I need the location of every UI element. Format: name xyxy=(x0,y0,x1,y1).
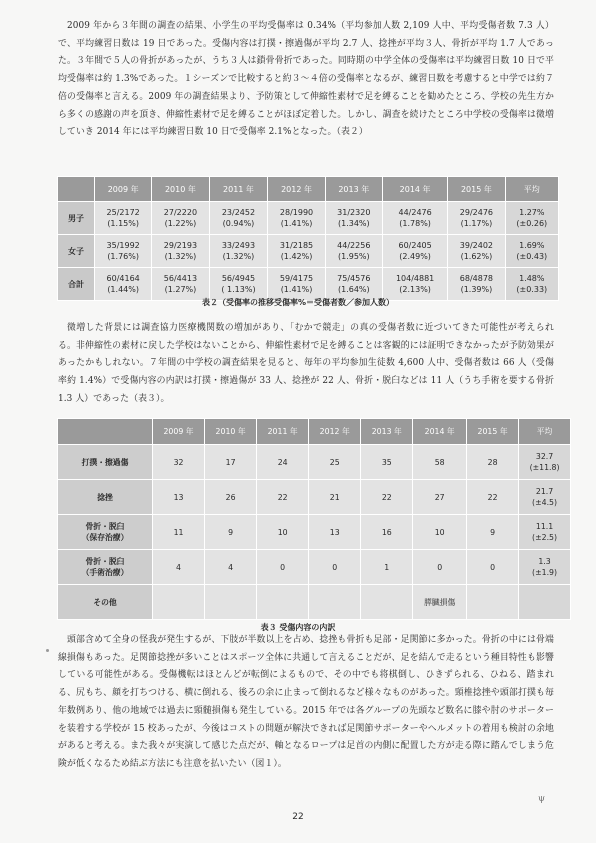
table-cell: 28/1990 (1.41%) xyxy=(268,202,325,235)
table-row xyxy=(58,202,559,235)
table-cell: 27/2220 (1.22%) xyxy=(152,202,209,235)
table-cell: 68/4878 (1.39%) xyxy=(448,268,505,301)
table-cell: 10 xyxy=(413,515,467,550)
table-cell: 27 xyxy=(413,480,467,515)
column-header: 2009 年 xyxy=(153,419,205,445)
table-row xyxy=(58,585,571,620)
table-cell: 4 xyxy=(153,550,205,585)
table-cell: 0 xyxy=(257,550,309,585)
table-cell: 29/2476 (1.17%) xyxy=(448,202,505,235)
column-header: 2012 年 xyxy=(309,419,361,445)
column-header: 2013 年 xyxy=(325,177,382,202)
table-row xyxy=(58,268,559,301)
column-header: 2011 年 xyxy=(257,419,309,445)
column-header: 2013 年 xyxy=(361,419,413,445)
column-header: 2009 年 xyxy=(95,177,152,202)
table-cell: 56/4413 (1.27%) xyxy=(152,268,209,301)
column-header: 2010 年 xyxy=(152,177,209,202)
table-cell: 0 xyxy=(309,550,361,585)
row-label: その他 xyxy=(58,585,153,620)
table-cell: 21 xyxy=(309,480,361,515)
average-cell: 1.3 (±1.9) xyxy=(519,550,571,585)
table-cell: 16 xyxy=(361,515,413,550)
table-cell: 膵臓損傷 xyxy=(413,585,467,620)
table-row xyxy=(58,515,571,550)
table-cell xyxy=(205,585,257,620)
column-header xyxy=(58,177,95,202)
table-cell: 31/2320 (1.34%) xyxy=(325,202,382,235)
table-cell: 25 xyxy=(309,445,361,480)
table-cell: 22 xyxy=(257,480,309,515)
table-cell: 29/2193 (1.32%) xyxy=(152,235,209,268)
table-cell: 17 xyxy=(205,445,257,480)
table-cell xyxy=(467,585,519,620)
table-cell: 39/2402 (1.62%) xyxy=(448,235,505,268)
table-2-caption: 表２（受傷率の推移受傷率%＝受傷者数／参加人数） xyxy=(201,298,394,307)
table-cell: 60/4164 (1.44%) xyxy=(95,268,152,301)
table-cell: 23/2452 (0.94%) xyxy=(209,202,268,235)
table-cell: 32 xyxy=(153,445,205,480)
row-label: 男子 xyxy=(58,202,95,235)
table-cell: 13 xyxy=(309,515,361,550)
table-cell: 9 xyxy=(205,515,257,550)
table-cell: 58 xyxy=(413,445,467,480)
column-header: 2015 年 xyxy=(467,419,519,445)
column-header: 2014 年 xyxy=(382,177,447,202)
paragraph-1: 2009 年から３年間の調査の結果、小学生の平均受傷率は 0.34%（平均参加人数 2,109 人中、平均受傷者数 7.3 人）で、平均練習日数は 19 日であった。受傷内容は打撲・擦過傷が平均 2.7 人、捻挫が平均３人、骨折が平均 1.7 人であった。３年間で５人の骨折があったが、うち３人は鎖骨骨折であった。同時期の中学全体の受傷率は平均練習日数 10 日で平均受傷率は約 1.3%であった。１シーズンで比較すると約３～４倍の受傷率となるが、練習日数を考慮すると中学では約７倍の受傷率と言える。2009 年の調査結果より、予防策として伸縮性素材で足を縛ることを勧めたところ、学校の先生方から多くの感謝の声を頂き、伸縮性素材で足を縛ることがほぼ定着した。しかし、調査を続けたところ中学校の受傷率は微増していき 2014 年には平均練習日数 10 日で受傷率 2.1%となった。（表２） xyxy=(58,21,554,138)
average-cell: 1.69% (±0.43) xyxy=(505,235,558,268)
table-cell xyxy=(361,585,413,620)
average-cell: 21.7 (±4.5) xyxy=(519,480,571,515)
column-header: 2015 年 xyxy=(448,177,505,202)
paragraph-3: 頭部含めて全身の怪我が発生するが、下肢が半数以上を占め、捻挫も骨折も足部・足関節に多かった。骨折の中には骨端線損傷もあった。足関節捻挫が多いことはスポーツ全体に共通して言えることだが、足を結んで走るという種目特性も影響している可能性がある。受傷機転はほとんどが転倒によるもので、その中でも将棋倒し、ひきずられる、ひねる、踏まれる、尻もち、顔を打ちつける、横に倒れる、後ろの余に止まって倒れるなど様々なものがあった。頸椎捻挫や頭部打撲も毎年数例あり、他の地域では過去に頸髄損傷も発生している。2015 年では各グループの先頭など数名に膝や肘のサポーターを装着する学校が 15 校あったが、今後はコストの問題が解決できれば足関節サポーターやヘルメットの着用も検討の余地があると考える。また我々が実演して感じた点だが、軸となるロープは足首の内側に配置した方が走る際に踏んでしまう危険が低くなるため結ぶ方法にも注意を払いたい（図１）。 xyxy=(58,635,554,769)
corner-mark: ψ xyxy=(538,794,546,804)
table-cell: 35 xyxy=(361,445,413,480)
table-cell: 28 xyxy=(467,445,519,480)
average-cell: 1.48% (±0.33) xyxy=(505,268,558,301)
column-header: 平均 xyxy=(505,177,558,202)
table-cell: 56/4945 ( 1.13%) xyxy=(209,268,268,301)
margin-dot xyxy=(46,649,49,652)
column-header xyxy=(58,419,153,445)
table-cell: 60/2405 (2.49%) xyxy=(382,235,447,268)
page-number: 22 xyxy=(292,812,304,822)
table-cell: 35/1992 (1.76%) xyxy=(95,235,152,268)
table-cell: 31/2185 (1.42%) xyxy=(268,235,325,268)
row-label: 打撲・擦過傷 xyxy=(58,445,153,480)
table-cell: 9 xyxy=(467,515,519,550)
row-label: 捻挫 xyxy=(58,480,153,515)
table-cell: 44/2476 (1.78%) xyxy=(382,202,447,235)
table-2-injury-rate xyxy=(57,176,559,301)
row-label: 骨折・脱臼 （手術治療） xyxy=(58,550,153,585)
table-cell xyxy=(153,585,205,620)
table-cell: 0 xyxy=(413,550,467,585)
table-row xyxy=(58,550,571,585)
row-label: 合計 xyxy=(58,268,95,301)
column-header: 平均 xyxy=(519,419,571,445)
table-cell: 1 xyxy=(361,550,413,585)
table-cell: 33/2493 (1.32%) xyxy=(209,235,268,268)
table-cell: 10 xyxy=(257,515,309,550)
table-cell: 13 xyxy=(153,480,205,515)
column-header: 2012 年 xyxy=(268,177,325,202)
table-cell: 0 xyxy=(467,550,519,585)
table-cell: 75/4576 (1.64%) xyxy=(325,268,382,301)
paragraph-2: 微増した背景には調査協力医療機関数の増加があり、「むかで競走」の真の受傷者数に近づいてきた可能性が考えられる。非伸縮性の素材に戻した学校はないことから、伸縮性素材で足を縛ることは客観的には証明できなかったが予防効果があったかもしれない。７年間の中学校の調査結果を見ると、毎年の平均参加生徒数 4,600 人中、受傷者数は 66 人（受傷率約 1.4%）で受傷内容の内訳は打撲・擦過傷が 33 人、捻挫が 22 人、骨折・脱臼などは 11 人（うち手術を要する骨折 1.3 人）であった（表３）。 xyxy=(58,323,554,404)
column-header: 2010 年 xyxy=(205,419,257,445)
table-3-injury-breakdown xyxy=(57,418,571,620)
table-cell: 24 xyxy=(257,445,309,480)
table-row xyxy=(58,480,571,515)
table-cell: 59/4175 (1.41%) xyxy=(268,268,325,301)
row-label: 骨折・脱臼 （保存治療） xyxy=(58,515,153,550)
row-label: 女子 xyxy=(58,235,95,268)
table-cell xyxy=(257,585,309,620)
column-header: 2014 年 xyxy=(413,419,467,445)
table-cell xyxy=(309,585,361,620)
average-cell: 1.27% (±0.26) xyxy=(505,202,558,235)
average-cell: 11.1 (±2.5) xyxy=(519,515,571,550)
table-cell: 44/2256 (1.95%) xyxy=(325,235,382,268)
table-cell: 25/2172 (1.15%) xyxy=(95,202,152,235)
table-cell: 22 xyxy=(467,480,519,515)
column-header: 2011 年 xyxy=(209,177,268,202)
table-cell: 4 xyxy=(205,550,257,585)
table-3-caption: 表３ 受傷内容の内訳 xyxy=(260,623,336,632)
average-cell xyxy=(519,585,571,620)
average-cell: 32.7 (±11.8) xyxy=(519,445,571,480)
table-cell: 22 xyxy=(361,480,413,515)
table-row xyxy=(58,445,571,480)
table-cell: 11 xyxy=(153,515,205,550)
table-row xyxy=(58,235,559,268)
table-cell: 26 xyxy=(205,480,257,515)
table-cell: 104/4881 (2.13%) xyxy=(382,268,447,301)
